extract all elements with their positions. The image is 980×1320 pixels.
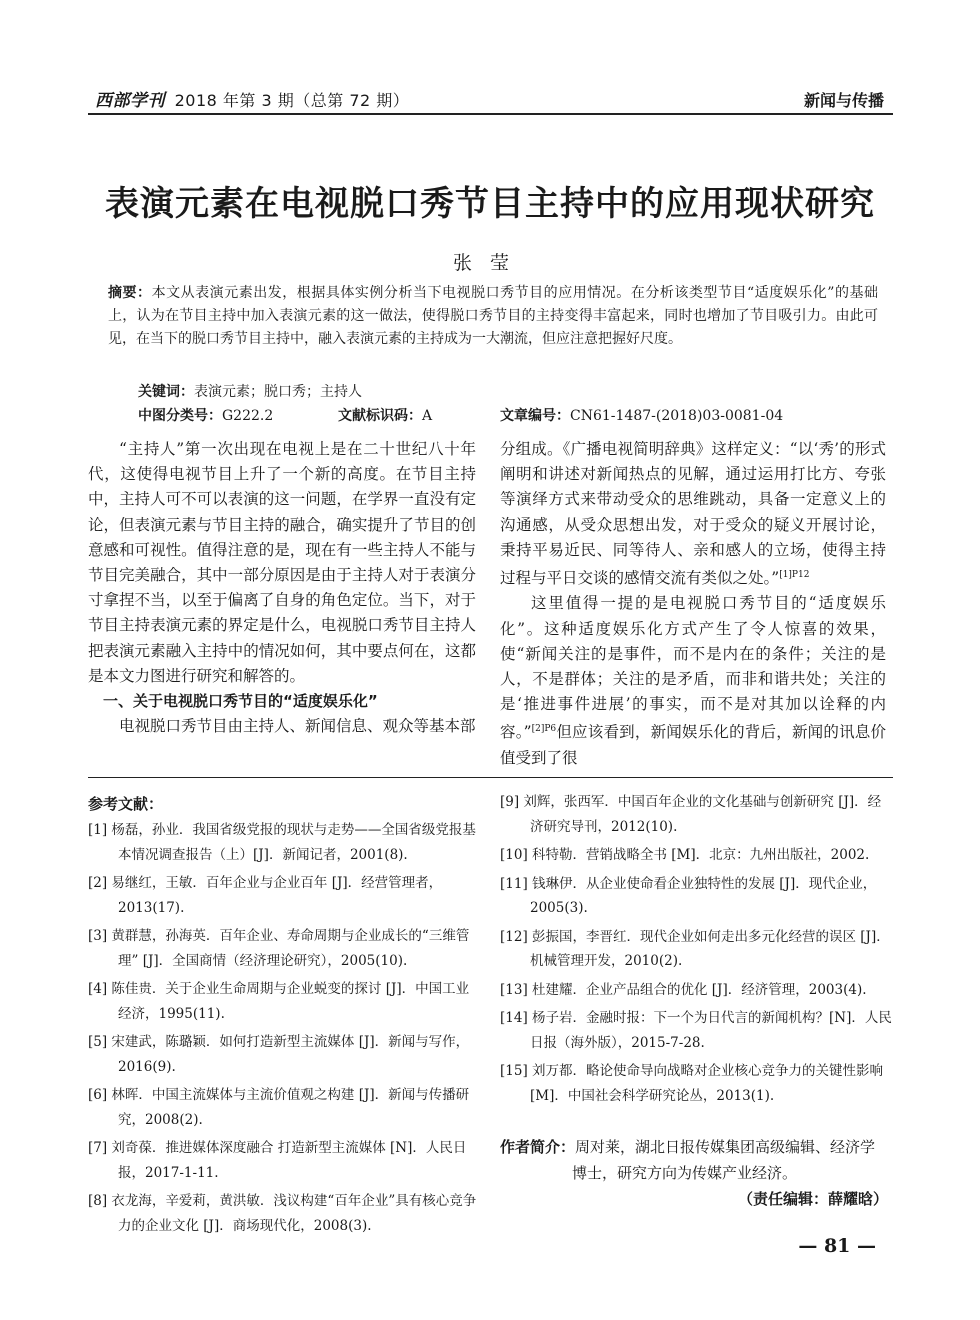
author-bio-line2: 博士，研究方向为传媒产业经济。 xyxy=(572,1164,798,1182)
classification-value: G222.2 xyxy=(222,408,274,424)
body-right-column xyxy=(500,437,886,771)
reference-item: [11] 钱琳伊．从企业使命看企业独特性的发展 [J]．现代企业，2005(3). xyxy=(500,875,877,916)
body-left-column xyxy=(88,437,476,739)
section-heading: 一、关于电视脱口秀节目的“适度娱乐化” xyxy=(103,692,378,711)
document-code-value: A xyxy=(422,408,433,424)
abstract-label: 摘要： xyxy=(108,285,152,301)
body-paragraph xyxy=(500,591,886,771)
references-left-column xyxy=(88,818,480,1242)
reference-item: [1] 杨磊，孙业．我国省级党报的现状与走势——全国省级党报基本情况调查报告（上）[J]．新闻记者，2001(8). xyxy=(88,822,476,863)
author-bio xyxy=(500,1134,892,1186)
running-header-left xyxy=(95,86,409,111)
body-paragraph: “主持人”第一次出现在电视上是在二十世纪八十年代，这使得电视节目上升了一个新的高度。在节目主持中，主持人可不可以表演的这一问题，在学界一直没有定论，但表演元素与节目主持的融合，确实提升了节目的创意感和可视性。值得注意的是，现在有一些主持人不能与节目完美融合，其中一部分原因是由于主持人对于表演分寸拿捏不当，以至于偏离了自身的角色定位。当下，对于节目主持表演元素的界定是什么，电视脱口秀节目主持人把表演元素融入主持中的情况如何，其中要点何在，这都是本文力图进行研究和解答的。 xyxy=(88,440,476,685)
document-code-label: 文献标识码： xyxy=(338,408,422,424)
references-rule xyxy=(88,777,893,778)
reference-item: [9] 刘辉，张西军．中国百年企业的文化基础与创新研究 [J]．经济研究导刊，2012(10). xyxy=(500,794,882,835)
reference-item: [14] 杨子岩．金融时报：下一个为日代言的新闻机构？[N]．人民日报（海外版），2015-7-28. xyxy=(500,1010,892,1051)
body-text: 但应该看到，新闻娱乐化的背后，新闻的讯息价值受到了很 xyxy=(500,723,886,767)
reference-item: [6] 林晖．中国主流媒体与主流价值观之构建 [J]．新闻与传播研究，2008(2). xyxy=(88,1087,470,1128)
body-paragraph xyxy=(500,437,886,591)
classification-number xyxy=(138,405,273,425)
citation-mark: [2]P6 xyxy=(531,724,557,735)
reference-item: [10] 科特勒．营销战略全书 [M]．北京：九州出版社，2002. xyxy=(500,847,870,863)
keywords-text: 表演元素；脱口秀；主持人 xyxy=(194,384,362,400)
article-author: 张莹 xyxy=(452,252,527,274)
page-number: — 81 — xyxy=(798,1235,876,1257)
reference-item: [5] 宋建武，陈璐颖．如何打造新型主流媒体 [J]．新闻与写作，2016(9). xyxy=(88,1034,470,1075)
journal-logo: 西部学刊 xyxy=(95,91,165,111)
article-number-label: 文章编号： xyxy=(500,408,570,424)
author-bio-line1: 周对莱，湖北日报传媒集团高级编辑、经济学 xyxy=(575,1138,876,1156)
issue-info: 2018 年第 3 期（总第 72 期） xyxy=(174,91,410,110)
keywords xyxy=(138,381,362,401)
author-bio-label: 作者简介： xyxy=(500,1138,576,1156)
reference-item: [15] 刘万都．略论使命导向战略对企业核心竞争力的关键性影响 [M]．中国社会科学研究论丛，2013(1). xyxy=(500,1063,884,1104)
document-code xyxy=(338,405,432,425)
abstract-text: 本文从表演元素出发，根据具体实例分析当下电视脱口秀节目的应用情况。在分析该类型节目“适度娱乐化”的基础上，认为在节目主持中加入表演元素的这一做法，使得脱口秀节目的主持变得丰富起来，同时也增加了节目吸引力。由此可见，在当下的脱口秀节目主持中，融入表演元素的主持成为一大潮流，但应注意把握好尺度。 xyxy=(108,285,879,347)
article-number xyxy=(500,405,783,425)
reference-item: [7] 刘奇葆．推进媒体深度融合 打造新型主流媒体 [N]．人民日报，2017-1-11. xyxy=(88,1140,467,1181)
reference-item: [12] 彭振国，李晋红．现代企业如何走出多元化经营的误区 [J]．机械管理开发，2010(2). xyxy=(500,928,890,969)
references-title: 参考文献： xyxy=(88,795,164,813)
keywords-label: 关键词： xyxy=(138,384,194,400)
references-right-column xyxy=(500,790,892,1112)
reference-item: [2] 易继红，王敏．百年企业与企业百年 [J]．经营管理者，2013(17). xyxy=(88,875,443,916)
citation-mark: [1]P12 xyxy=(779,570,810,581)
body-text: 这里值得一提的是电视脱口秀节目的“适度娱乐化”。这种适度娱乐化方式产生了令人惊喜的效果，使“新闻关注的是事件，而不是内在的条件；关注的是人，不是群体；关注的是矛盾，而非和谐共处；关注的是‘推进事件进展’的事实，而不是对其加以诠释的内容。” xyxy=(500,594,886,742)
section-label: 新闻与传播 xyxy=(803,91,884,110)
responsible-editor: （责任编辑：薛耀晗） xyxy=(737,1190,888,1208)
body-paragraph: 电视脱口秀节目由主持人、新闻信息、观众等基本部 xyxy=(119,717,476,736)
classification-label: 中图分类号： xyxy=(138,408,222,424)
abstract xyxy=(108,282,878,351)
reference-item: [3] 黄群慧，孙海英．百年企业、寿命周期与企业成长的“三维管理” [J]．全国商情（经济理论研究），2005(10). xyxy=(88,928,470,969)
reference-item: [8] 衣龙海，辛爱莉，黄洪敏．浅议构建“百年企业”具有核心竞争力的企业文化 [J]．商场现代化，2008(3). xyxy=(88,1193,477,1234)
reference-item: [4] 陈佳贵．关于企业生命周期与企业蜕变的探讨 [J]．中国工业经济，1995(11). xyxy=(88,981,470,1022)
reference-item: [13] 杜建耀．企业产品组合的优化 [J]．经济管理，2003(4). xyxy=(500,981,867,998)
header-rule xyxy=(88,113,893,115)
body-text: 分组成。《广播电视简明辞典》这样定义：“以‘秀’的形式阐明和讲述对新闻热点的见解，通过运用打比方、夸张等演绎方式来带动受众的思维跳动，具备一定意义上的沟通感，从受众思想出发，对于受众的疑义开展讨论，秉持平易近民、同等待人、亲和感人的立场，使得主持过程与平日交谈的感情交流有类似之处。” xyxy=(500,440,886,588)
article-number-value: CN61-1487-(2018)03-0081-04 xyxy=(570,408,784,424)
article-title: 表演元素在电视脱口秀节目主持中的应用现状研究 xyxy=(105,184,875,224)
